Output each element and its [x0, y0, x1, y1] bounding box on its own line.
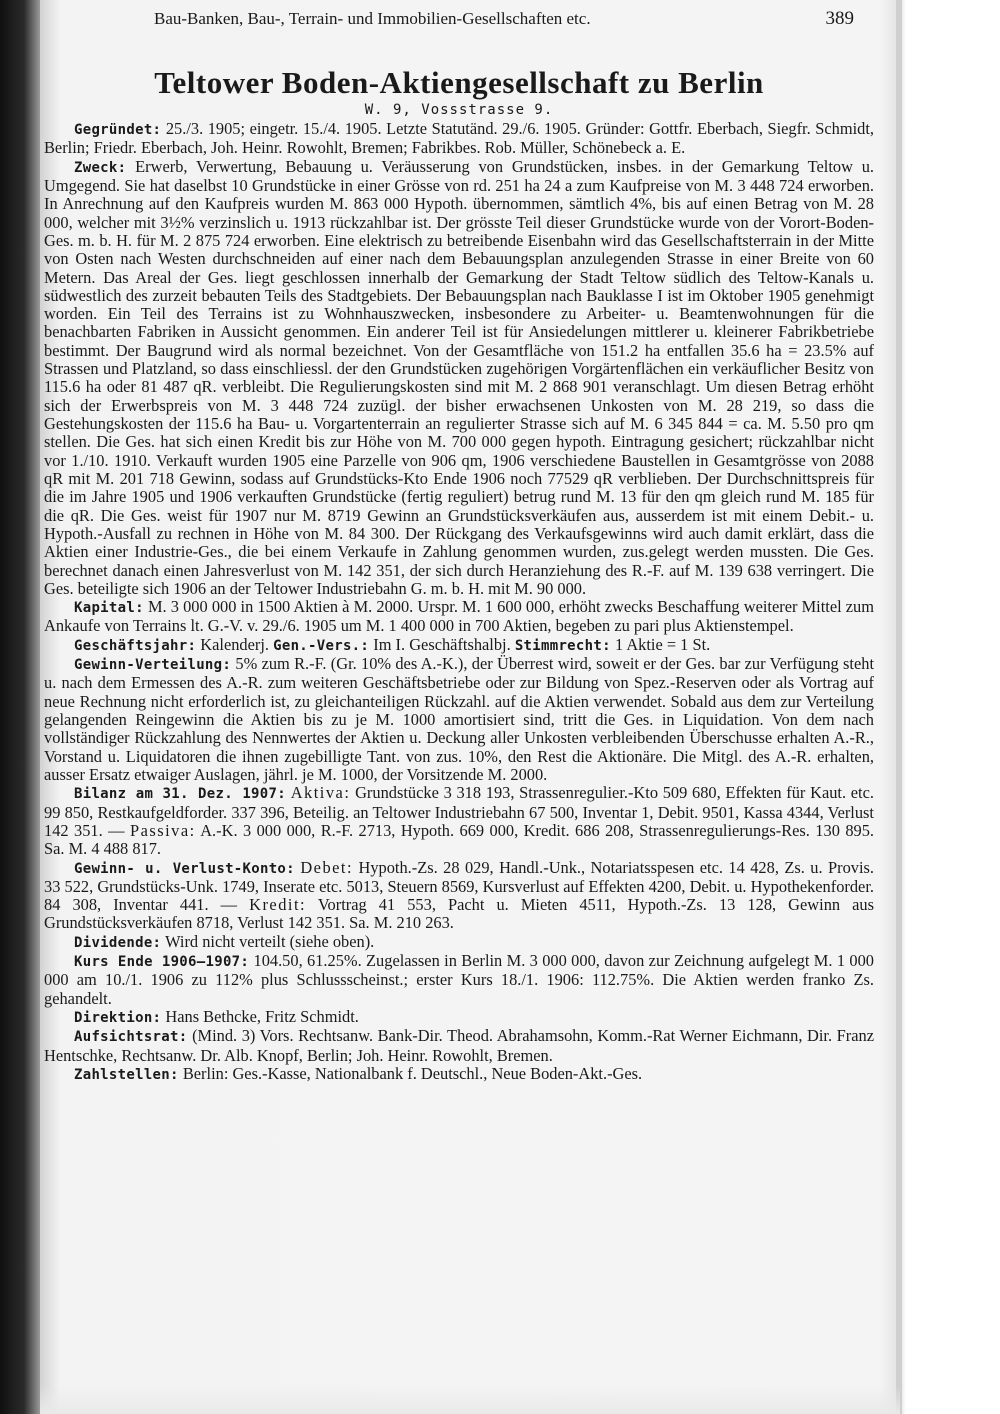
company-title: Teltower Boden-Aktiengesellschaft zu Berlin: [154, 65, 764, 100]
page-content: [44, 4, 874, 1084]
text-aufsichtsrat: (Mind. 3) Vors. Rechtsanw. Bank-Dir. Theod. Abrahamsohn, Komm.-Rat Werner Eichmann, Dir. Franz Hentschke, Rechtsanw. Dr. Alb. Knopf, Berlin; Joh. Heinr. Rowohlt, Bremen.: [44, 1026, 874, 1065]
running-head-title: Bau-Banken, Bau-, Terrain- und Immobilien-Gesellschaften etc.: [154, 9, 591, 28]
text-kurs: 104.50, 61.25%. Zugelassen in Berlin M. 3 000 000, davon zur Zeichnung aufgelegt M. 1 000 000 am 10./1. 1906 zu 112% plus Schlussscheinst.; erster Kurs 18./1. 1906: 112.75%. Die Aktien werden franko Zs. gehandelt.: [44, 951, 874, 1008]
label-zweck: Zweck:: [74, 159, 127, 176]
label-passiva: Passiva:: [129, 820, 196, 840]
company-address: W. 9, Vossstrasse 9.: [364, 102, 554, 118]
label-direktion: Direktion:: [74, 1010, 162, 1026]
section-zweck: [44, 158, 874, 599]
label-geschaeftsjahr: Geschäftsjahr:: [74, 637, 197, 654]
section-zahlstellen: [44, 1065, 874, 1084]
section-direktion: [44, 1008, 874, 1027]
scan-right-border: [896, 0, 902, 1414]
page-number: 389: [825, 8, 854, 29]
running-head: [44, 4, 874, 36]
label-zahlstellen: Zahlstellen:: [74, 1066, 179, 1083]
label-dividende: Dividende:: [74, 934, 162, 951]
label-bilanz: Bilanz am 31. Dez. 1907:: [74, 786, 286, 803]
label-debet: Debet:: [300, 857, 354, 877]
text-kapital: M. 3 000 000 in 1500 Aktien à M. 2000. Urspr. M. 1 600 000, erhöht zwecks Beschaffung weiterer Mittel zum Ankaufe von Terrains lt. G.-V. v. 29./6. 1905 um M. 1 400 000 in 700 Aktien, begeben zu pari plus Aktienstempel.: [44, 597, 874, 636]
text-genvers: Im I. Geschäftshalbj.: [369, 634, 515, 654]
section-guv: [44, 859, 874, 933]
text-zweck: Erwerb, Verwertung, Bebauung u. Veräusserung von Grundstücken, insbes. in der Gemarkung Teltow u. Umgegend. Sie hat daselbst 10 Grundstücke in einer Grösse von rd. 251 ha 24 a zum Kaufpreise von M. 3 448 724 erworben. In Anrechnung auf den Kaufpreis wurden M. 863 000 Hypoth. übernommen, sämtlich 4%, bis auf einen Betrag von M. 28 000, welcher mit 3½% verzinslich u. 1913 rückzahlbar ist. Der grösste Teil dieser Grundstücke wurde von der Vorort-Boden-Ges. m. b. H. für M. 2 875 724 erworben. Eine elektrisch zu betreibende Eisenbahn wird das Gesellschaftsterrain in der Mitte von Osten nach Westen durchschneiden auf einer nach dem Bebauungsplan anzulegenden Strasse in einer Breite von 60 Metern. Das Areal der Ges. liegt geschlossen innerhalb der Gemarkung der Stadt Teltow südlich des Teltow-Kanals u. südwestlich des zurzeit bebauten Teils des Stadtgebiets. Der Bebauungsplan nach Bauklasse I ist im Oktober 1905 genehmigt worden. Ein Teil des Terrains ist zu Wohnhauszwecken, insbesondere zu Arbeiter- u. Beamtenwohnungen für die benachbarten Fabriken in Aussicht genommen. Ein anderer Teil ist für Ansiedelungen mittlerer u. kleinerer Fabrikbetriebe bestimmt. Der Baugrund wird als normal bezeichnet. Von der Gesamtfläche von 151.2 ha entfallen 35.6 ha = 23.5% auf Strassen und Platzland, so dass einschliessl. der den Grundstücken zugehörigen Vorgärtenflächen ein verkäuflicher Besitz von 115.6 ha oder 81 487 qR. verbleibt. Die Regulierungskosten sind mit M. 2 868 901 veranschlagt. Um diesen Betrag erhöht sich der Erwerbspreis von M. 3 448 724 zuzügl. der bisher erwachsenen Unkosten von M. 28 219, so dass die Gestehungskosten der 115.6 ha Bau- u. Vorgartenterrain an regulierter Strasse sich auf M. 6 345 844 = ca. M. 5.50 pro qm stellen. Die Ges. hat sich einen Kredit bis zur Höhe von M. 700 000 gegen hypoth. Eintragung gesichert; rückzahlbar nicht vor 1./10. 1910. Verkauft wurden 1905 eine Parzelle von 906 qm, 1906 verschiedene Baustellen in Gesamtgrösse von 2088 qR mit M. 201 718 Gewinn, sodass auf Grundstücks-Kto Ende 1906 noch 77529 qR verblieben. Der Durchschnittspreis für die im Jahre 1905 und 1906 verkauften Grundstücke (fertig reguliert) betrug rund M. 13 für den qm gleich rund M. 185 für die qR. Die Ges. weist für 1907 nur M. 8719 Gewinn an Grundstücksverkäufen aus, ausserdem ist mit einem Debit.- u. Hypoth.-Ausfall zu rechnen in Höhe von M. 84 300. Der Rückgang des Verkaufsgewinns wird auch damit erklärt, dass die Aktien einer Industrie-Ges., die bei einem Verkaufe in Zahlung genommen wurden, zus.gelegt werden mussten. Die Ges. berechnet danach einen Jahresverlust von M. 142 351, der sich durch Heranziehung des R.-F. auf M. 139 638 verringert. Die Ges. beteiligte sich 1906 an der Teltower Industriebahn G. m. b. H. mit M. 90 000.: [44, 156, 874, 598]
section-aufsichtsrat: [44, 1027, 874, 1065]
label-guv: Gewinn- u. Verlust-Konto:: [74, 860, 295, 877]
section-dividende: [44, 933, 874, 952]
section-geschaeftsjahr: [44, 636, 874, 655]
section-kapital: [44, 598, 874, 636]
text-stimmrecht: 1 Aktie = 1 St.: [610, 634, 711, 654]
text-geschaeftsjahr: Kalenderj.: [196, 634, 274, 654]
text-gewinnverteilung: 5% zum R.-F. (Gr. 10% des A.-K.), der Überrest wird, soweit er der Ges. bar zur Verfügung steht u. nach dem Ermessen des A.-R. zum weiteren Geschäftsbetriebe oder zur Bildung von Spez.-Reserven oder als Vortrag auf neue Rechnung nicht erforderlich ist, zu gleichanteiligen Rückzahl. auf die Aktien verwendet. Sobald aus dem zur Verteilung gelangenden Reingewinn die Aktien bis zu je M. 1000 amortisiert sind, tritt die Ges. in Liquidation. Von dem nach vollständiger Rückzahlung des Nennwertes der Aktien u. Deckung aller Unkosten verbleibenden Überschusse erhalten A.-R., Vorstand u. Liquidatoren die ihnen zugebilligte Tant. von zus. 10%, den Rest die Aktionäre. Die Mitgl. des A.-R. erhalten, ausser Ersatz etwaiger Auslagen, jährl. je M. 1000, der Vorsitzende M. 2000.: [44, 654, 874, 784]
section-gegruendet: [44, 120, 874, 158]
label-genvers: Gen.-Vers.:: [273, 637, 370, 654]
text-direktion: Hans Bethcke, Fritz Schmidt.: [161, 1007, 359, 1026]
label-gewinnverteilung: Gewinn-Verteilung:: [74, 657, 232, 674]
text-aktiva: Grundstücke 3 318 193, Strassenregulier.-Kto 509 680, Effekten für Kaut. etc. 99 850, Restkaufgeldforder. 337 396, Beteilig. an Teltower Industriebahn 67 500, Inventar 1, Debit. 9501, Kassa 4344, Verlust 142 351. —: [44, 783, 874, 840]
text-gegruendet: 25./3. 1905; eingetr. 15./4. 1905. Letzte Statutänd. 29./6. 1905. Gründer: Gottfr. Eberbach, Siegfr. Schmidt, Berlin; Friedr. Eberbach, Joh. Heinr. Rowohlt, Bremen; Fabrikbes. Rob. Müller, Schönebeck a. E.: [44, 119, 874, 158]
scan-left-border: [0, 0, 40, 1414]
text-kredit: Vortrag 41 553, Pacht u. Mieten 4511, Hypoth.-Zs. 13 128, Gewinn aus Grundstücksverkäufen 8718, Verlust 142 351. Sa. M. 210 263.: [44, 895, 874, 933]
text-passiva: A.-K. 3 000 000, R.-F. 2713, Hypoth. 669 000, Kredit. 686 208, Strassenregulierungs-Res. 130 895. Sa. M. 4 488 817.: [44, 820, 875, 859]
scan-bottom-edge: [40, 1385, 900, 1414]
label-kredit: Kredit:: [249, 895, 307, 915]
text-zahlstellen: Berlin: Ges.-Kasse, Nationalbank f. Deutschl., Neue Boden-Akt.-Ges.: [178, 1063, 643, 1083]
label-kurs: Kurs Ende 1906—1907:: [74, 954, 250, 971]
text-debet: Hypoth.-Zs. 28 029, Handl.-Unk., Notariatsspesen etc. 14 428, Zs. u. Provis. 33 522, Grundstücks-Unk. 1749, Inserate etc. 5013, Steuern 8569, Kursverlust auf Effekten 4200, Debit. u. Hypothekenforder. 84 308, Inventar 441. —: [44, 857, 874, 915]
label-aufsichtsrat: Aufsichtsrat:: [74, 1029, 188, 1046]
label-aktiva: Aktiva:: [290, 783, 351, 803]
section-gewinnverteilung: [44, 655, 874, 784]
entry-body: [44, 120, 874, 1084]
section-bilanz: [44, 784, 874, 858]
text-dividende: Wird nicht verteilt (siehe oben).: [161, 931, 375, 951]
section-kurs: [44, 952, 874, 1008]
label-stimmrecht: Stimmrecht:: [514, 637, 611, 654]
label-gegruendet: Gegründet:: [74, 122, 162, 138]
label-kapital: Kapital:: [74, 600, 144, 617]
